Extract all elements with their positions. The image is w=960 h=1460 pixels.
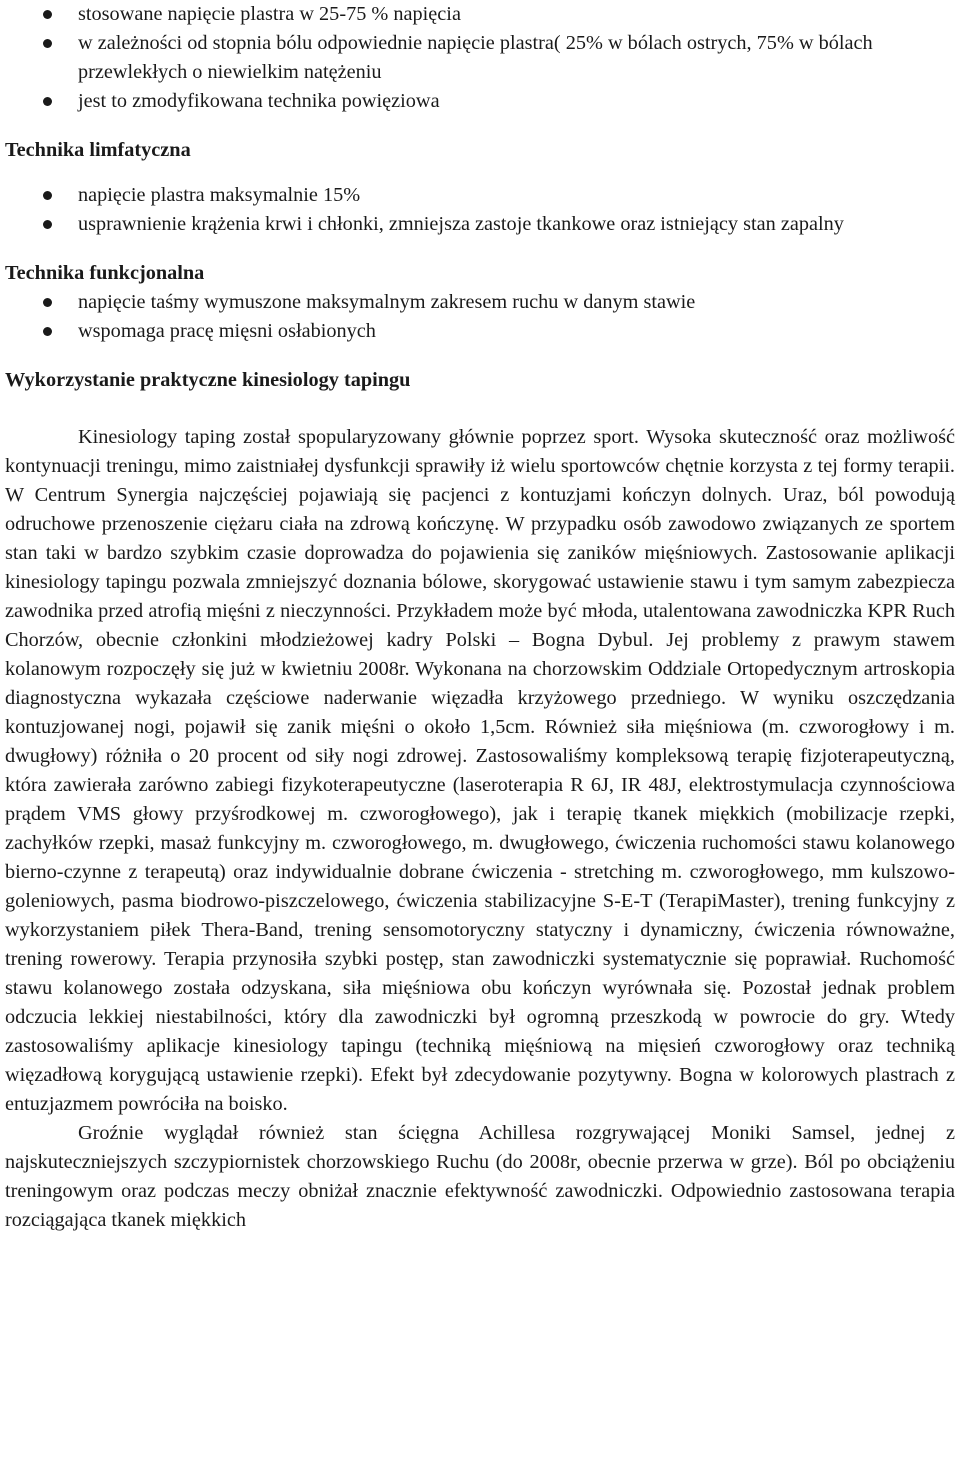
bullet-list-functional [5, 288, 955, 346]
list-item [5, 29, 955, 87]
list-item-text: wspomaga pracę mięsni osłabionych [78, 320, 376, 342]
body-paragraph: Groźnie wyglądał również stan ścięgna Achillesa rozgrywającej Moniki Samsel, jednej z najskuteczniejszych szczypiornistek chorzowskiego Ruchu (do 2008r, obecnie przerwa w grze). Ból po obciążeniu treningowym oraz podczas meczy obniżał znacznie efektywność zawodniczki. Odpowiednio zastosowana terapia rozciągająca tkanek miękkich [5, 1122, 955, 1231]
list-item [5, 288, 955, 317]
bullet-list-lymphatic [5, 181, 955, 239]
list-item-text: w zależności od stopnia bólu odpowiednie napięcie plastra( 25% w bólach ostrych, 75% w bólach przewlekłych o niewielkim natężeniu [78, 32, 873, 83]
list-item [5, 317, 955, 346]
bullet-icon [43, 10, 52, 19]
body-paragraph: Kinesiology taping został spopularyzowany głównie poprzez sport. Wysoka skuteczność oraz możliwość kontynuacji treningu, mimo zaistniałej dysfunkcji sprawiły iż wielu sportowców chętnie korzysta z tej formy terapii. W Centrum Synergia najczęściej pojawiają się pacjenci z kontuzjami kończyn dolnych. Uraz, ból powodują odruchowe przenoszenie ciężaru ciała na zdrową kończynę. W przypadku osób zawodowo związanych ze sportem stan taki w bardzo szybkim czasie doprowadza do pojawienia się zaników mięśniowych. Zastosowanie aplikacji kinesiology tapingu pozwala zmniejszyć doznania bólowe, skorygować ustawienie stawu i tym samym zabezpiecza zawodnika przed atrofią mięśni z nieczynności. Przykładem może być młoda, utalentowana zawodniczka KPR Ruch Chorzów, obecnie członkini młodzieżowej kadry Polski – Bogna Dybul. Jej problemy z prawym stawem kolanowym rozpoczęły się już w kwietniu 2008r. Wykonana na chorzowskim Oddziale Ortopedycznym artroskopia diagnostyczna wykazała częściowe naderwanie więzadła krzyżowego przedniego. W wyniku oszczędzania kontuzjowanej nogi, pojawił się zanik mięśni o około 1,5cm. Również siła mięśniowa (m. czworogłowy i m. dwugłowy) różniła o 20 procent od siły nogi zdrowej. Zastosowaliśmy kompleksową terapię fizjoterapeutyczną, która zawierała zarówno zabiegi fizykoterapeutyczne (laseroterapia R 6J, IR 48J, elektrostymulacja czynnościowa prądem VMS głowy przyśrodkowej m. czworogłowego), jak i terapię tkanek miękkich (mobilizacje rzepki, zachyłków rzepki, masaż funkcyjny m. czworogłowego, m. dwugłowego, ćwiczenia ruchomości stawu kolanowego bierno-czynne z terapeutą) oraz indywidualnie dobrane ćwiczenia - stretching m. czworogłowego, mm kulszowo-goleniowych, pasma biodrowo-piszczelowego, ćwiczenia stabilizacyjne S-E-T (TerapiMaster), trening funkcyjny z wykorzystaniem piłek Thera-Band, trening sensomotoryczny statyczny i dynamiczny, ćwiczenia równoważne, trening rowerowy. Terapia przynosiła szybki postęp, stan zawodniczki systematycznie się poprawiał. Ruchomość stawu kolanowego została odzyskana, siła mięśniowa obu kończyn wyrównała się. Pozostał jednak problem odczucia lekkiej niestabilności, który dla zawodniczki był ogromną przeszkodą w powrocie do gry. Wtedy zastosowaliśmy aplikacje kinesiology tapingu (techniką mięśniową na mięsień czworogłowy oraz techniką więzadłową korygującą ustawienie rzepki). Efekt był zdecydowanie pozytywny. Bogna w kolorowych plastrach z entuzjazmem powróciła na boisko. [5, 426, 955, 1115]
bullet-icon [43, 39, 52, 48]
section-heading-practical: Wykorzystanie praktyczne kinesiology tapingu [5, 369, 411, 391]
list-item [5, 210, 955, 239]
list-item-text: napięcie taśmy wymuszone maksymalnym zakresem ruchu w danym stawie [78, 291, 696, 313]
bullet-icon [43, 298, 52, 307]
list-item [5, 0, 955, 29]
list-item-text: stosowane napięcie plastra w 25-75 % napięcia [78, 3, 461, 25]
section-heading-functional: Technika funkcjonalna [5, 262, 205, 284]
bullet-list-top [5, 0, 955, 116]
list-item-text: napięcie plastra maksymalnie 15% [78, 184, 361, 206]
list-item [5, 87, 955, 116]
list-item [5, 181, 955, 210]
bullet-icon [43, 97, 52, 106]
section-heading-lymphatic: Technika limfatyczna [5, 139, 191, 161]
list-item-text: usprawnienie krążenia krwi i chłonki, zmniejsza zastoje tkankowe oraz istniejący stan zapalny [78, 213, 844, 235]
bullet-icon [43, 191, 52, 200]
bullet-icon [43, 327, 52, 336]
list-item-text: jest to zmodyfikowana technika powięziowa [78, 90, 440, 112]
bullet-icon [43, 220, 52, 229]
